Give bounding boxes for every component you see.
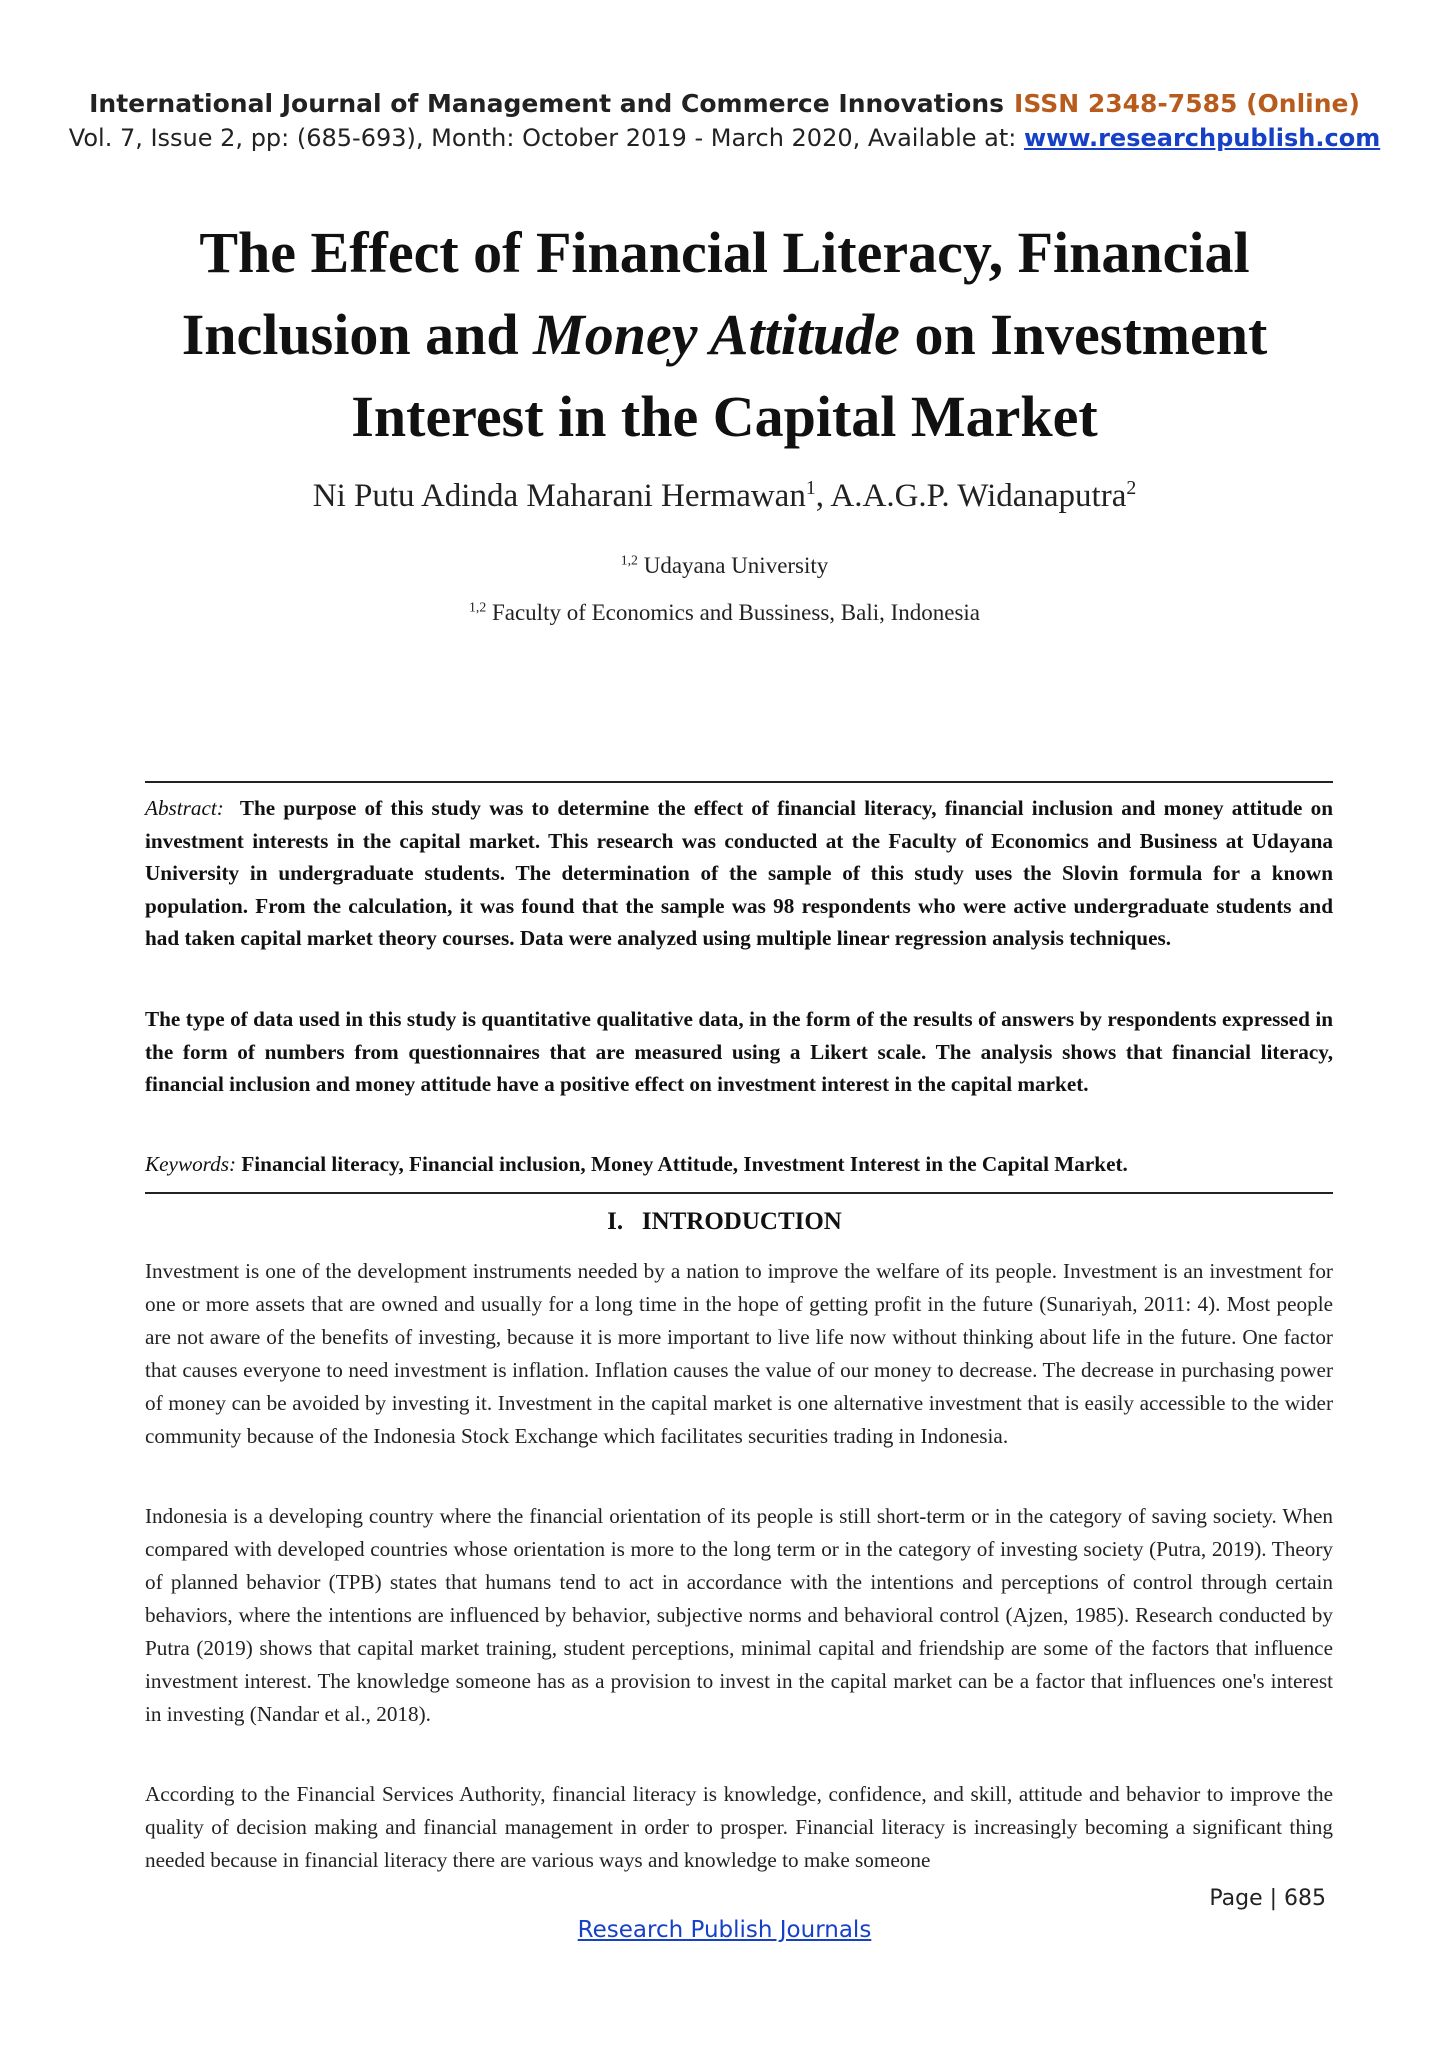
keywords-label: Keywords: xyxy=(145,1152,237,1176)
issn-label: ISSN 2348-7585 (Online) xyxy=(1014,89,1360,118)
affiliation-text: Udayana University xyxy=(637,553,829,578)
abstract-top-rule xyxy=(145,781,1333,783)
author-line xyxy=(0,478,1449,515)
abstract-text-2: The type of data used in this study is quantitative qualitative data, in the form of the results of answers by respondents expressed in the form of numbers from questionnaires that are measured using a Likert scale. The analysis shows that financial literacy, financial inclusion and money attitude have a positive effect on investment interest in the capital market. xyxy=(145,1007,1333,1096)
author-1-sup: 1 xyxy=(805,477,816,499)
author-1: Ni Putu Adinda Maharani Hermawan xyxy=(312,478,806,514)
author-separator: , xyxy=(815,478,831,514)
body-paragraph-1: Investment is one of the development instruments needed by a nation to improve the welfare of its people. Investment is an investment for one or more assets that are owned and usually for a long time in the hope of getting profit in the future (Sunariyah, 2011: 4). Most people are not aware of the benefits of investing, because it is more important to live life now without thinking about life in the future. One factor that causes everyone to need investment is inflation. Inflation causes the value of our money to decrease. The decrease in purchasing power of money can be avoided by investing it. Investment in the capital market is one alternative investment that is easily accessible to the wider community because of the Indonesia Stock Exchange which facilitates securities trading in Indonesia. xyxy=(145,1259,1333,1448)
section-heading: I. INTRODUCTION xyxy=(607,1208,842,1235)
affiliation-sup: 1,2 xyxy=(620,552,638,568)
body-paragraph-3: According to the Financial Services Authority, financial literacy is knowledge, confidence, and skill, attitude and behavior to improve the quality of decision making and financial management in order to prosper. Financial literacy is increasingly becoming a significant thing needed because in financial literacy there are various ways and knowledge to make someone xyxy=(145,1782,1333,1872)
website-link[interactable]: www.researchpublish.com xyxy=(1023,124,1381,152)
page-number: Page | 685 xyxy=(1209,1886,1326,1911)
title-part2: on Investment Interest in the Capital Market xyxy=(351,302,1268,449)
abstract-text-1: The purpose of this study was to determine the effect of financial literacy, financial inclusion and money attitude on investment interests in the capital market. This research was conducted at the Faculty of Economics and Business at Udayana University in undergraduate students. The determination of the sample of this study uses the Slovin formula for a known population. From the calculation, it was found that the sample was 98 respondents who were active undergraduate students and had taken capital market theory courses. Data were analyzed using multiple linear regression analysis techniques. xyxy=(145,796,1333,950)
journal-header xyxy=(0,89,1449,118)
author-2: A.A.G.P. Widanaputra xyxy=(830,478,1127,514)
abstract-paragraph-1 xyxy=(145,792,1333,955)
affiliation-university xyxy=(0,553,1449,579)
keywords-text: Financial literacy, Financial inclusion, Money Attitude, Investment Interest in the Capital Market. xyxy=(241,1152,1128,1176)
paper-title xyxy=(150,212,1299,458)
volume-info: Vol. 7, Issue 2, pp: (685-693), Month: October 2019 - March 2020, Available at: xyxy=(68,124,1017,152)
title-part1: The Effect of Financial Literacy, Financial Inclusion and xyxy=(181,220,1250,367)
affiliation-sup: 1,2 xyxy=(468,599,487,615)
abstract-label: Abstract: xyxy=(145,796,224,820)
volume-line xyxy=(0,124,1449,152)
affiliation-faculty xyxy=(0,600,1449,626)
keywords xyxy=(145,1148,1333,1181)
publisher-footer xyxy=(0,1917,1449,1943)
journal-name: International Journal of Management and Commerce Innovations xyxy=(89,89,1005,118)
body-paragraph-2: Indonesia is a developing country where the financial orientation of its people is still short-term or in the category of saving society. When compared with developed countries whose orientation is more to the long term or in the category of investing society (Putra, 2019). Theory of planned behavior (TPB) states that humans tend to act in accordance with the intentions and perceptions of control through certain behaviors, where the intentions are influenced by behavior, subjective norms and behavioral control (Ajzen, 1985). Research conducted by Putra (2019) shows that capital market training, student perceptions, minimal capital and friendship are some of the factors that influence investment interest. The knowledge someone has as a provision to invest in the capital market can be a factor that influences one's interest in investing (Nandar et al., 2018). xyxy=(145,1504,1333,1726)
author-2-sup: 2 xyxy=(1126,477,1137,499)
abstract-bottom-rule xyxy=(145,1192,1333,1194)
title-italic: Money Attitude xyxy=(533,302,900,367)
abstract-paragraph-2 xyxy=(145,1003,1333,1101)
publisher-link[interactable]: Research Publish Journals xyxy=(577,1917,872,1943)
affiliation-text: Faculty of Economics and Bussiness, Bali, Indonesia xyxy=(486,600,981,625)
